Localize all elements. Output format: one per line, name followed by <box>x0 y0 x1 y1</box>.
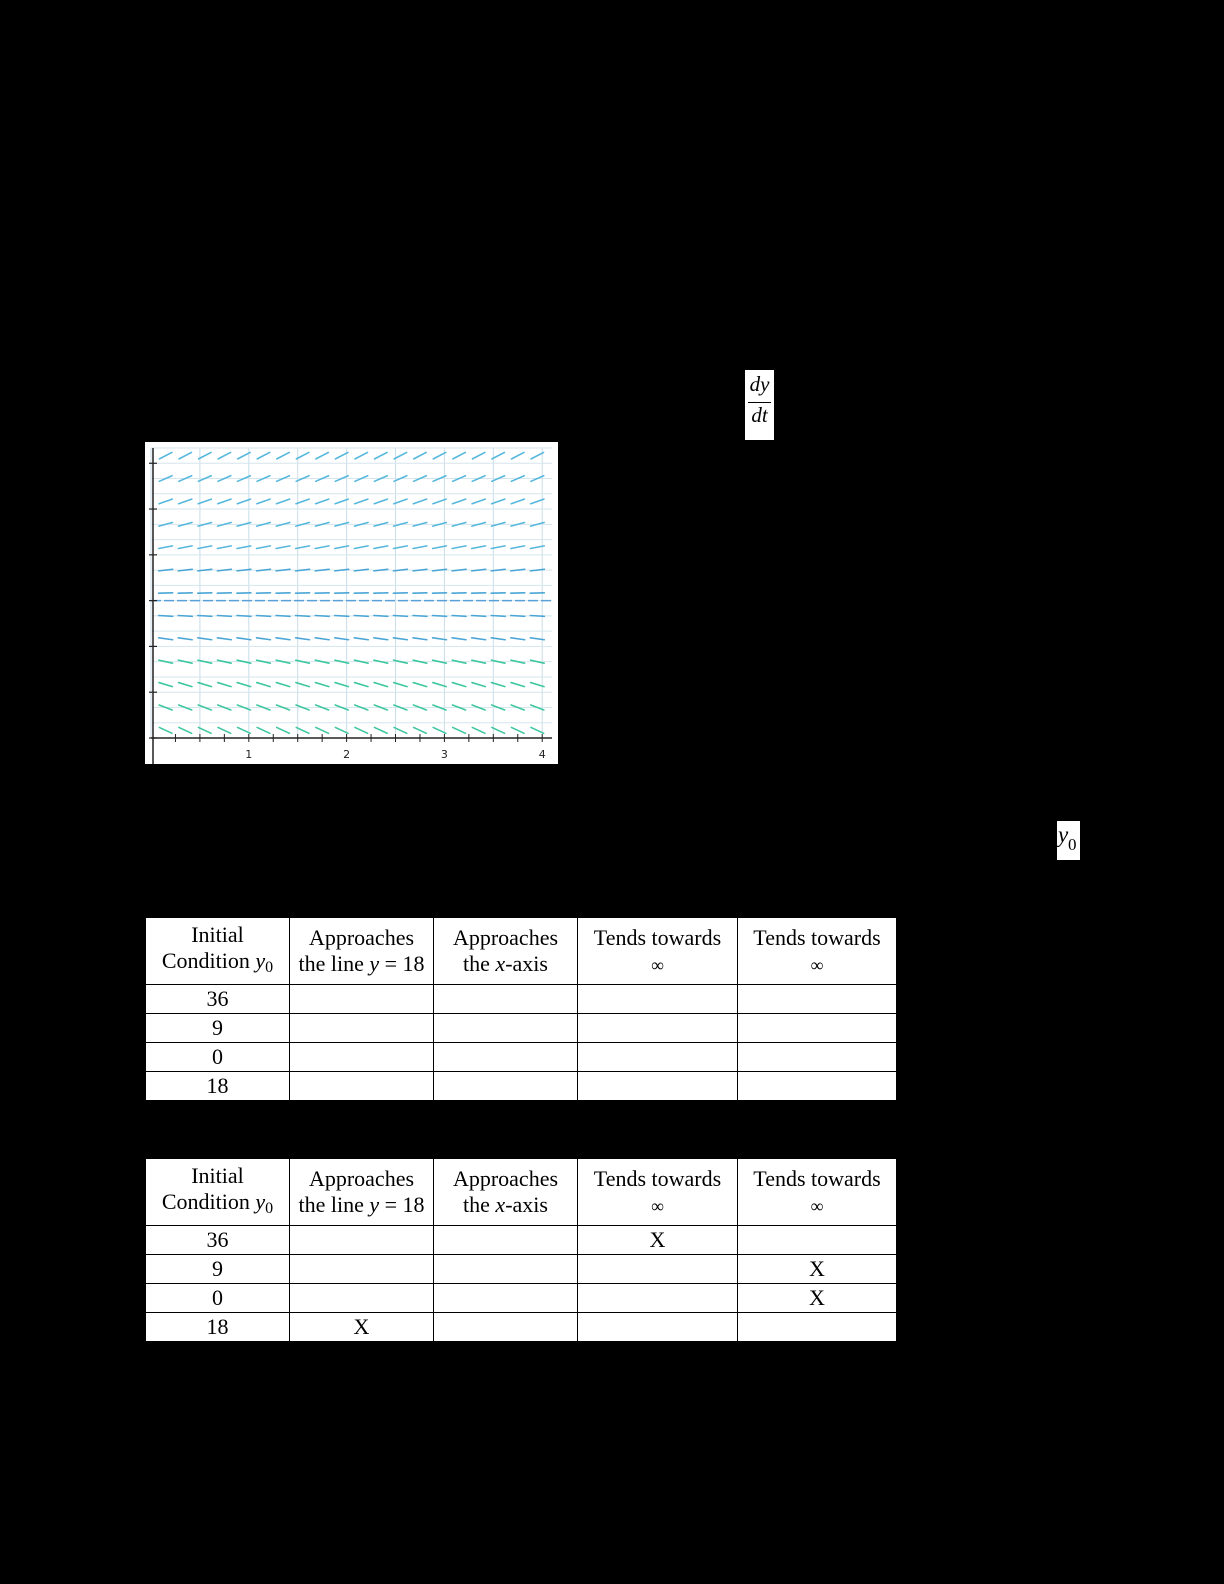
slope-segment <box>355 452 367 458</box>
slope-segment <box>354 569 368 571</box>
derivative-fraction <box>745 370 774 440</box>
slope-segment <box>179 452 191 458</box>
behavior-cell <box>578 1313 738 1342</box>
slope-segment <box>472 683 485 687</box>
slope-segment <box>315 683 328 687</box>
header-approaches-x-axis: Approaches the x-axis <box>434 1159 578 1226</box>
behavior-cell <box>290 1072 434 1101</box>
slope-segment <box>316 452 328 458</box>
behavior-cell <box>578 1014 738 1043</box>
behavior-cell <box>434 1014 578 1043</box>
behavior-cell <box>738 1014 897 1043</box>
table-header-row <box>146 918 897 985</box>
slope-segment <box>511 616 525 617</box>
slope-segment <box>178 569 192 571</box>
slope-segment <box>491 616 505 617</box>
slope-segment <box>512 452 524 458</box>
behavior-cell <box>578 1072 738 1101</box>
table-row <box>146 1226 897 1255</box>
slope-segment <box>217 638 231 640</box>
slope-segment <box>178 616 192 617</box>
header-tends-infinity-2: Tends towards ∞ <box>738 1159 897 1226</box>
slope-segment <box>159 727 172 733</box>
slope-segment <box>276 616 290 617</box>
slope-segment <box>276 546 290 549</box>
slope-segment <box>531 452 543 458</box>
slope-segment <box>217 616 231 617</box>
slope-segment <box>511 727 524 733</box>
initial-condition-table-answers <box>145 1158 897 1342</box>
table-row <box>146 985 897 1014</box>
x-tick-label: 2 <box>343 748 351 761</box>
slope-segment <box>315 638 329 640</box>
behavior-cell <box>434 1255 578 1284</box>
slope-segment <box>335 616 349 617</box>
behavior-cell <box>578 985 738 1014</box>
x-tick-label: 1 <box>245 748 253 761</box>
x-tick-label: 4 <box>538 748 546 761</box>
slope-segment <box>159 499 172 504</box>
header-approaches-x-axis: Approaches the x-axis <box>434 918 578 985</box>
slope-segment <box>217 546 231 549</box>
behavior-cell <box>578 1284 738 1313</box>
slope-segment <box>511 569 525 571</box>
behavior-cell <box>290 1014 434 1043</box>
behavior-cell <box>434 1226 578 1255</box>
slope-segment <box>354 638 368 640</box>
slope-segment <box>159 638 173 640</box>
slope-segment <box>257 638 271 640</box>
slope-segment <box>355 683 368 687</box>
slope-segment <box>374 638 388 640</box>
behavior-cell: X <box>738 1284 897 1313</box>
slope-segment <box>179 499 192 504</box>
slope-segment <box>257 546 271 549</box>
behavior-cell <box>434 1043 578 1072</box>
behavior-cell <box>738 985 897 1014</box>
slope-segment <box>413 616 427 617</box>
slope-segment <box>276 683 289 687</box>
slope-segment <box>179 683 192 687</box>
slope-segment <box>530 616 544 617</box>
derivative-denominator: dt <box>751 403 768 427</box>
slope-segment <box>453 452 465 458</box>
slope-segment <box>238 452 250 458</box>
slope-segment <box>355 727 368 733</box>
slope-segment <box>256 616 270 617</box>
slope-segment <box>159 616 173 617</box>
slope-segment <box>218 499 231 504</box>
slope-segment <box>394 452 406 458</box>
behavior-cell <box>738 1043 897 1072</box>
slope-segment <box>374 499 387 504</box>
initial-value-symbol <box>1057 821 1080 860</box>
slope-segment <box>296 616 310 617</box>
slope-segment <box>257 569 271 571</box>
header-approaches-line: Approaches the line y = 18 <box>290 918 434 985</box>
slope-segment <box>315 616 329 617</box>
slope-segment <box>178 546 192 549</box>
slope-segment <box>296 452 308 458</box>
slope-segment <box>433 452 445 458</box>
slope-segment <box>374 546 388 549</box>
slope-segment <box>374 569 388 571</box>
behavior-cell <box>434 1284 578 1313</box>
initial-value-cell: 9 <box>146 1255 290 1284</box>
table-row <box>146 1014 897 1043</box>
slope-segment <box>452 683 465 687</box>
slope-segment <box>511 683 524 687</box>
initial-value-cell: 36 <box>146 985 290 1014</box>
table-row <box>146 1255 897 1284</box>
slope-segment <box>472 569 486 571</box>
slope-segment <box>257 683 270 687</box>
slope-segment <box>374 616 388 617</box>
slope-segment <box>472 616 486 617</box>
behavior-cell <box>738 1226 897 1255</box>
slope-segment <box>433 616 447 617</box>
behavior-cell <box>578 1043 738 1072</box>
slope-segment <box>472 638 486 640</box>
slope-segment <box>159 683 172 687</box>
table-row <box>146 1313 897 1342</box>
behavior-cell <box>290 1226 434 1255</box>
slope-segment <box>413 546 427 549</box>
table-row <box>146 1072 897 1101</box>
behavior-cell <box>738 1313 897 1342</box>
behavior-cell <box>290 1284 434 1313</box>
slope-segment <box>472 546 486 549</box>
header-initial-condition: Initial Condition y0 <box>146 1159 290 1226</box>
behavior-cell <box>290 1043 434 1072</box>
behavior-cell: X <box>578 1226 738 1255</box>
slope-segment <box>354 616 368 617</box>
behavior-cell <box>738 1072 897 1101</box>
slope-segment <box>179 727 192 733</box>
slope-field-svg <box>145 442 558 764</box>
slope-segment <box>374 683 387 687</box>
slope-segment <box>218 683 231 687</box>
slope-segment <box>257 499 270 504</box>
slope-segment <box>452 499 465 504</box>
slope-segment <box>452 616 466 617</box>
slope-segment <box>277 452 289 458</box>
slope-segment <box>393 616 407 617</box>
slope-segment <box>492 452 504 458</box>
behavior-cell <box>434 985 578 1014</box>
slope-segment <box>452 638 466 640</box>
slope-segment <box>336 452 348 458</box>
behavior-cell: X <box>290 1313 434 1342</box>
slope-segment <box>472 727 485 733</box>
initial-symbol-var: y <box>1058 822 1069 847</box>
slope-segment <box>511 499 524 504</box>
slope-segment <box>159 569 173 571</box>
header-tends-infinity-1: Tends towards ∞ <box>578 1159 738 1226</box>
slope-segment <box>452 546 466 549</box>
slope-segment <box>414 727 427 733</box>
slope-segment <box>315 569 329 571</box>
slope-segment <box>413 683 426 687</box>
slope-segment <box>277 727 290 733</box>
header-tends-infinity-2: Tends towards ∞ <box>738 918 897 985</box>
initial-value-cell: 9 <box>146 1014 290 1043</box>
initial-value-cell: 18 <box>146 1313 290 1342</box>
slope-segment <box>218 727 231 733</box>
slope-segment <box>453 727 466 733</box>
slope-segment <box>257 452 269 458</box>
initial-value-cell: 0 <box>146 1043 290 1072</box>
behavior-cell <box>290 1255 434 1284</box>
slope-field-figure <box>145 442 558 764</box>
slope-segment <box>237 616 251 617</box>
slope-segment <box>315 546 329 549</box>
slope-segment <box>316 499 329 504</box>
initial-symbol-sub: 0 <box>1068 835 1077 854</box>
initial-value-cell: 18 <box>146 1072 290 1101</box>
slope-segment <box>355 499 368 504</box>
slope-segment <box>414 452 426 458</box>
slope-segment <box>472 499 485 504</box>
behavior-cell <box>434 1313 578 1342</box>
table-row <box>146 1043 897 1072</box>
derivative-numerator: dy <box>749 372 770 396</box>
slope-segment <box>178 638 192 640</box>
slope-segment <box>472 452 484 458</box>
slope-segment <box>375 452 387 458</box>
slope-segment <box>413 569 427 571</box>
slope-segment <box>413 638 427 640</box>
slope-segment <box>511 638 525 640</box>
slope-segment <box>218 452 230 458</box>
behavior-cell <box>578 1255 738 1284</box>
header-initial-condition: Initial Condition y0 <box>146 918 290 985</box>
header-approaches-line: Approaches the line y = 18 <box>290 1159 434 1226</box>
slope-segment <box>374 727 387 733</box>
slope-segment <box>217 569 231 571</box>
slope-segment <box>316 727 329 733</box>
initial-condition-table-blank <box>145 917 897 1101</box>
slope-segment <box>276 569 290 571</box>
slope-segment <box>159 452 171 458</box>
slope-segment <box>257 727 270 733</box>
slope-segment <box>159 546 173 549</box>
slope-segment <box>452 569 466 571</box>
header-tends-infinity-1: Tends towards ∞ <box>578 918 738 985</box>
behavior-cell <box>290 985 434 1014</box>
slope-segment <box>511 546 525 549</box>
x-tick-label: 3 <box>440 748 448 761</box>
behavior-cell <box>434 1072 578 1101</box>
slope-segment <box>199 452 211 458</box>
initial-value-cell: 36 <box>146 1226 290 1255</box>
slope-segment <box>354 546 368 549</box>
slope-segment <box>276 638 290 640</box>
slope-segment <box>276 499 289 504</box>
slope-segment <box>413 499 426 504</box>
slope-segment <box>198 616 212 617</box>
initial-value-cell: 0 <box>146 1284 290 1313</box>
behavior-cell: X <box>738 1255 897 1284</box>
table-row <box>146 1284 897 1313</box>
table-header-row <box>146 1159 897 1226</box>
